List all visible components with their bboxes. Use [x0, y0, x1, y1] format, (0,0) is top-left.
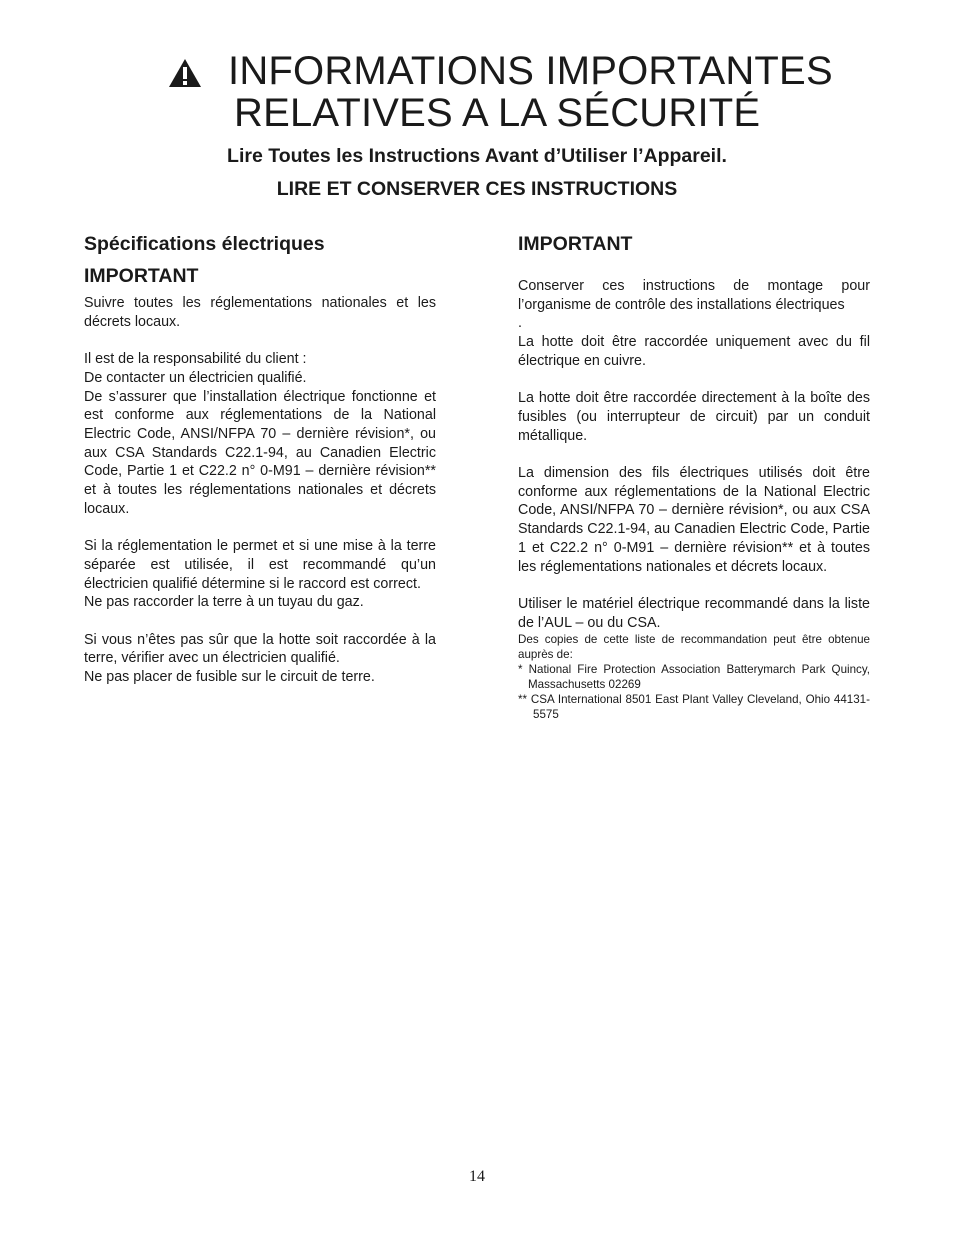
- paragraph: Ne pas raccorder la terre à un tuyau du gaz.: [84, 594, 364, 611]
- important-heading-right: IMPORTANT: [518, 233, 633, 255]
- section-heading: Spécifications électriques: [84, 233, 325, 255]
- paragraph: Ne pas placer de fusible sur le circuit de terre.: [84, 669, 375, 686]
- page-number: 14: [469, 1168, 485, 1185]
- paragraph: De s’assurer que l’installation électrique fonctionne et est conforme aux réglementations de la National Electric Code, ANSI/NFPA 70 – dernière révision*, ou aux CSA Standards C22.1-94, au Canadien Electric Code, Partie 1 et C22.2 n° 0-M91 – dernière révision** et à toutes les réglementations nationales et décrets locaux.: [84, 388, 436, 517]
- paragraph: Si vous n’êtes pas sûr que la hotte soit raccordée à la terre, vérifier avec un électricien qualifié.: [84, 631, 436, 667]
- subtitle: Lire Toutes les Instructions Avant d’Utiliser l’Appareil.: [227, 145, 727, 167]
- paragraph: Suivre toutes les réglementations nationales et les décrets locaux.: [84, 295, 436, 330]
- paragraph: La hotte doit être raccordée uniquement avec du fil électrique en cuivre.: [518, 334, 870, 369]
- title-line-1: INFORMATIONS IMPORTANTES: [228, 49, 833, 93]
- paragraph: La dimension des fils électriques utilisés doit être conforme aux réglementations de la National Electric Code, ANSI/NFPA 70 – dernière révision*, ou aux CSA Standards C22.1-94, au Canadien Electric Code, Partie 1 et C22.2 n° 0-M91 – dernière révision** et à toutes les réglementations nationales et décrets locaux.: [518, 465, 870, 575]
- paragraph: Il est de la responsabilité du client :: [84, 351, 307, 368]
- subtitle-2: LIRE ET CONSERVER CES INSTRUCTIONS: [276, 178, 678, 200]
- page-title: [168, 50, 868, 134]
- paragraph: Utiliser le matériel électrique recommandé dans la liste de l’AUL – ou du CSA.: [518, 595, 870, 631]
- note-text: Des copies de cette liste de recommandation peut être obtenue auprès de:: [518, 633, 870, 662]
- footnote-1: * National Fire Protection Association Batterymarch Park Quincy, Massachusetts 02269: [518, 663, 870, 692]
- right-column: [518, 232, 870, 722]
- paragraph: .: [518, 315, 522, 332]
- paragraph: La hotte doit être raccordée directement à la boîte des fusibles (ou interrupteur de circuit) par un conduit métallique.: [518, 390, 870, 444]
- important-heading-left: IMPORTANT: [84, 265, 199, 287]
- paragraph: Si la réglementation le permet et si une mise à la terre séparée est utilisée, il est recommandé qu’un électricien qualifié détermine si le raccord est correct.: [84, 538, 436, 592]
- warning-triangle-icon: [168, 58, 202, 88]
- paragraph: De contacter un électricien qualifié.: [84, 369, 307, 386]
- paragraph: Conserver ces instructions de montage pour l’organisme de contrôle des installations électriques: [518, 278, 870, 313]
- left-column: [84, 232, 436, 687]
- footnote-2: ** CSA International 8501 East Plant Valley Cleveland, Ohio 44131-5575: [518, 693, 870, 722]
- title-line-2: RELATIVES A LA SÉCURITÉ: [234, 91, 761, 135]
